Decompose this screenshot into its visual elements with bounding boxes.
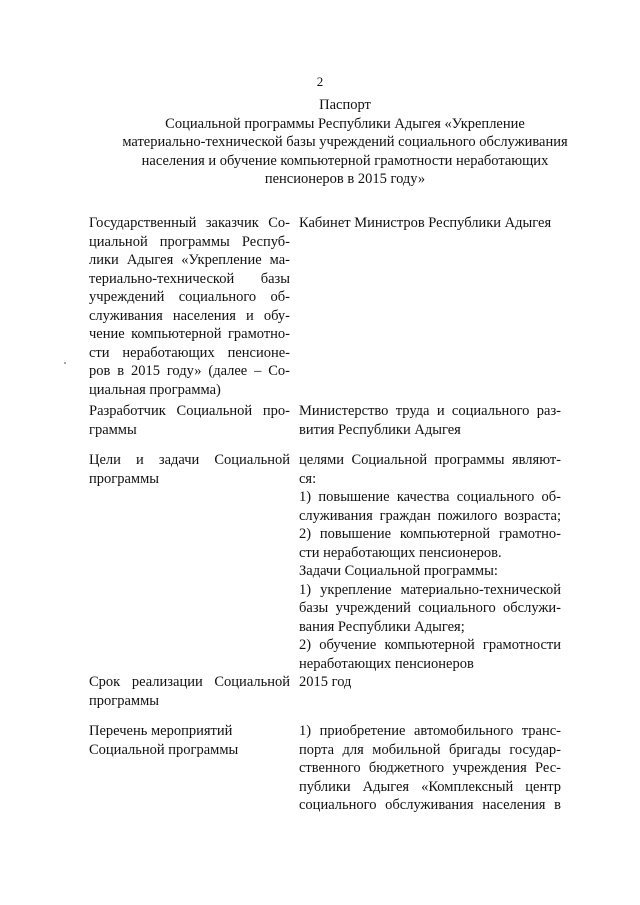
label-line: чение компьютерной грамотно- xyxy=(89,326,290,342)
row-label xyxy=(89,451,290,488)
row-value xyxy=(299,722,561,815)
value-line: ственного бюджетного учреждения Рес- xyxy=(299,760,561,776)
label-line: программы xyxy=(89,470,159,487)
value-line: социального обслуживания населения в xyxy=(299,797,561,813)
label-line: Социальной программы xyxy=(89,741,239,758)
row-value xyxy=(299,673,561,692)
value-line: базы учреждений социального обслужи- xyxy=(299,600,561,616)
label-line: служивания населения и обу- xyxy=(89,307,290,324)
label-line: Государственный заказчик Со- xyxy=(89,215,290,231)
value-line: служивания граждан пожилого возраста; xyxy=(299,507,561,524)
value-line: публики Адыгея «Комплексный центр xyxy=(299,778,561,795)
value-line: 2) повышение компьютерной грамотно- xyxy=(299,526,561,542)
value-line: Кабинет Министров Республики Адыгея xyxy=(299,215,552,231)
title-line: населения и обучение компьютерной грамотности неработающих xyxy=(141,152,549,169)
row-label xyxy=(89,722,290,759)
label-line: ров в 2015 году» (далее – Со- xyxy=(89,363,290,379)
value-line: 1) укрепление материально-технической xyxy=(299,581,561,598)
value-line: вития Республики Адыгея xyxy=(299,421,461,438)
value-line: Министерство труда и социального раз- xyxy=(299,403,561,419)
value-line: порта для мобильной бригады государ- xyxy=(299,741,561,758)
label-line: циальной программы Респуб- xyxy=(89,233,290,250)
row-label xyxy=(89,214,290,399)
label-line: Срок реализации Социальной xyxy=(89,674,290,690)
value-line: 2) обучение компьютерной грамотности xyxy=(299,637,561,653)
label-line: Цели и задачи Социальной xyxy=(89,452,290,468)
label-line: лики Адыгея «Укрепление ма- xyxy=(89,252,290,268)
value-line: ся: xyxy=(299,470,317,487)
label-line: Разработчик Социальной про- xyxy=(89,403,290,419)
value-line: 2015 год xyxy=(299,674,352,690)
page-number: 2 xyxy=(316,74,324,89)
value-line: неработающих пенсионеров xyxy=(299,655,474,672)
value-line: целями Социальной программы являют- xyxy=(299,452,561,468)
label-line: граммы xyxy=(89,421,137,438)
row-label xyxy=(89,673,290,710)
value-line: сти неработающих пенсионеров. xyxy=(299,544,502,561)
value-line: 1) повышение качества социального об- xyxy=(299,489,561,505)
document-title xyxy=(40,96,640,189)
scan-artifact xyxy=(64,362,66,364)
row-label xyxy=(89,402,290,439)
title-line: материально-технической базы учреждений социального обслуживания xyxy=(122,134,568,150)
title-line: пенсионеров в 2015 году» xyxy=(264,171,426,187)
label-line: сти неработающих пенсионе- xyxy=(89,344,290,361)
label-line: учреждений социального об- xyxy=(89,289,290,305)
row-value xyxy=(299,402,561,439)
value-line: Задачи Социальной программы: xyxy=(299,563,498,579)
value-line: 1) приобретение автомобильного транс- xyxy=(299,723,561,739)
title-line: Социальной программы Республики Адыгея «Укрепление xyxy=(165,115,525,132)
value-line: вания Республики Адыгея; xyxy=(299,618,465,635)
label-line: Перечень мероприятий xyxy=(89,723,233,739)
label-line: териально-технической базы xyxy=(89,270,290,287)
title-line: Паспорт xyxy=(319,97,371,113)
label-line: циальная программа) xyxy=(89,381,221,398)
row-value xyxy=(299,451,561,673)
label-line: программы xyxy=(89,692,159,709)
row-value xyxy=(299,214,561,233)
